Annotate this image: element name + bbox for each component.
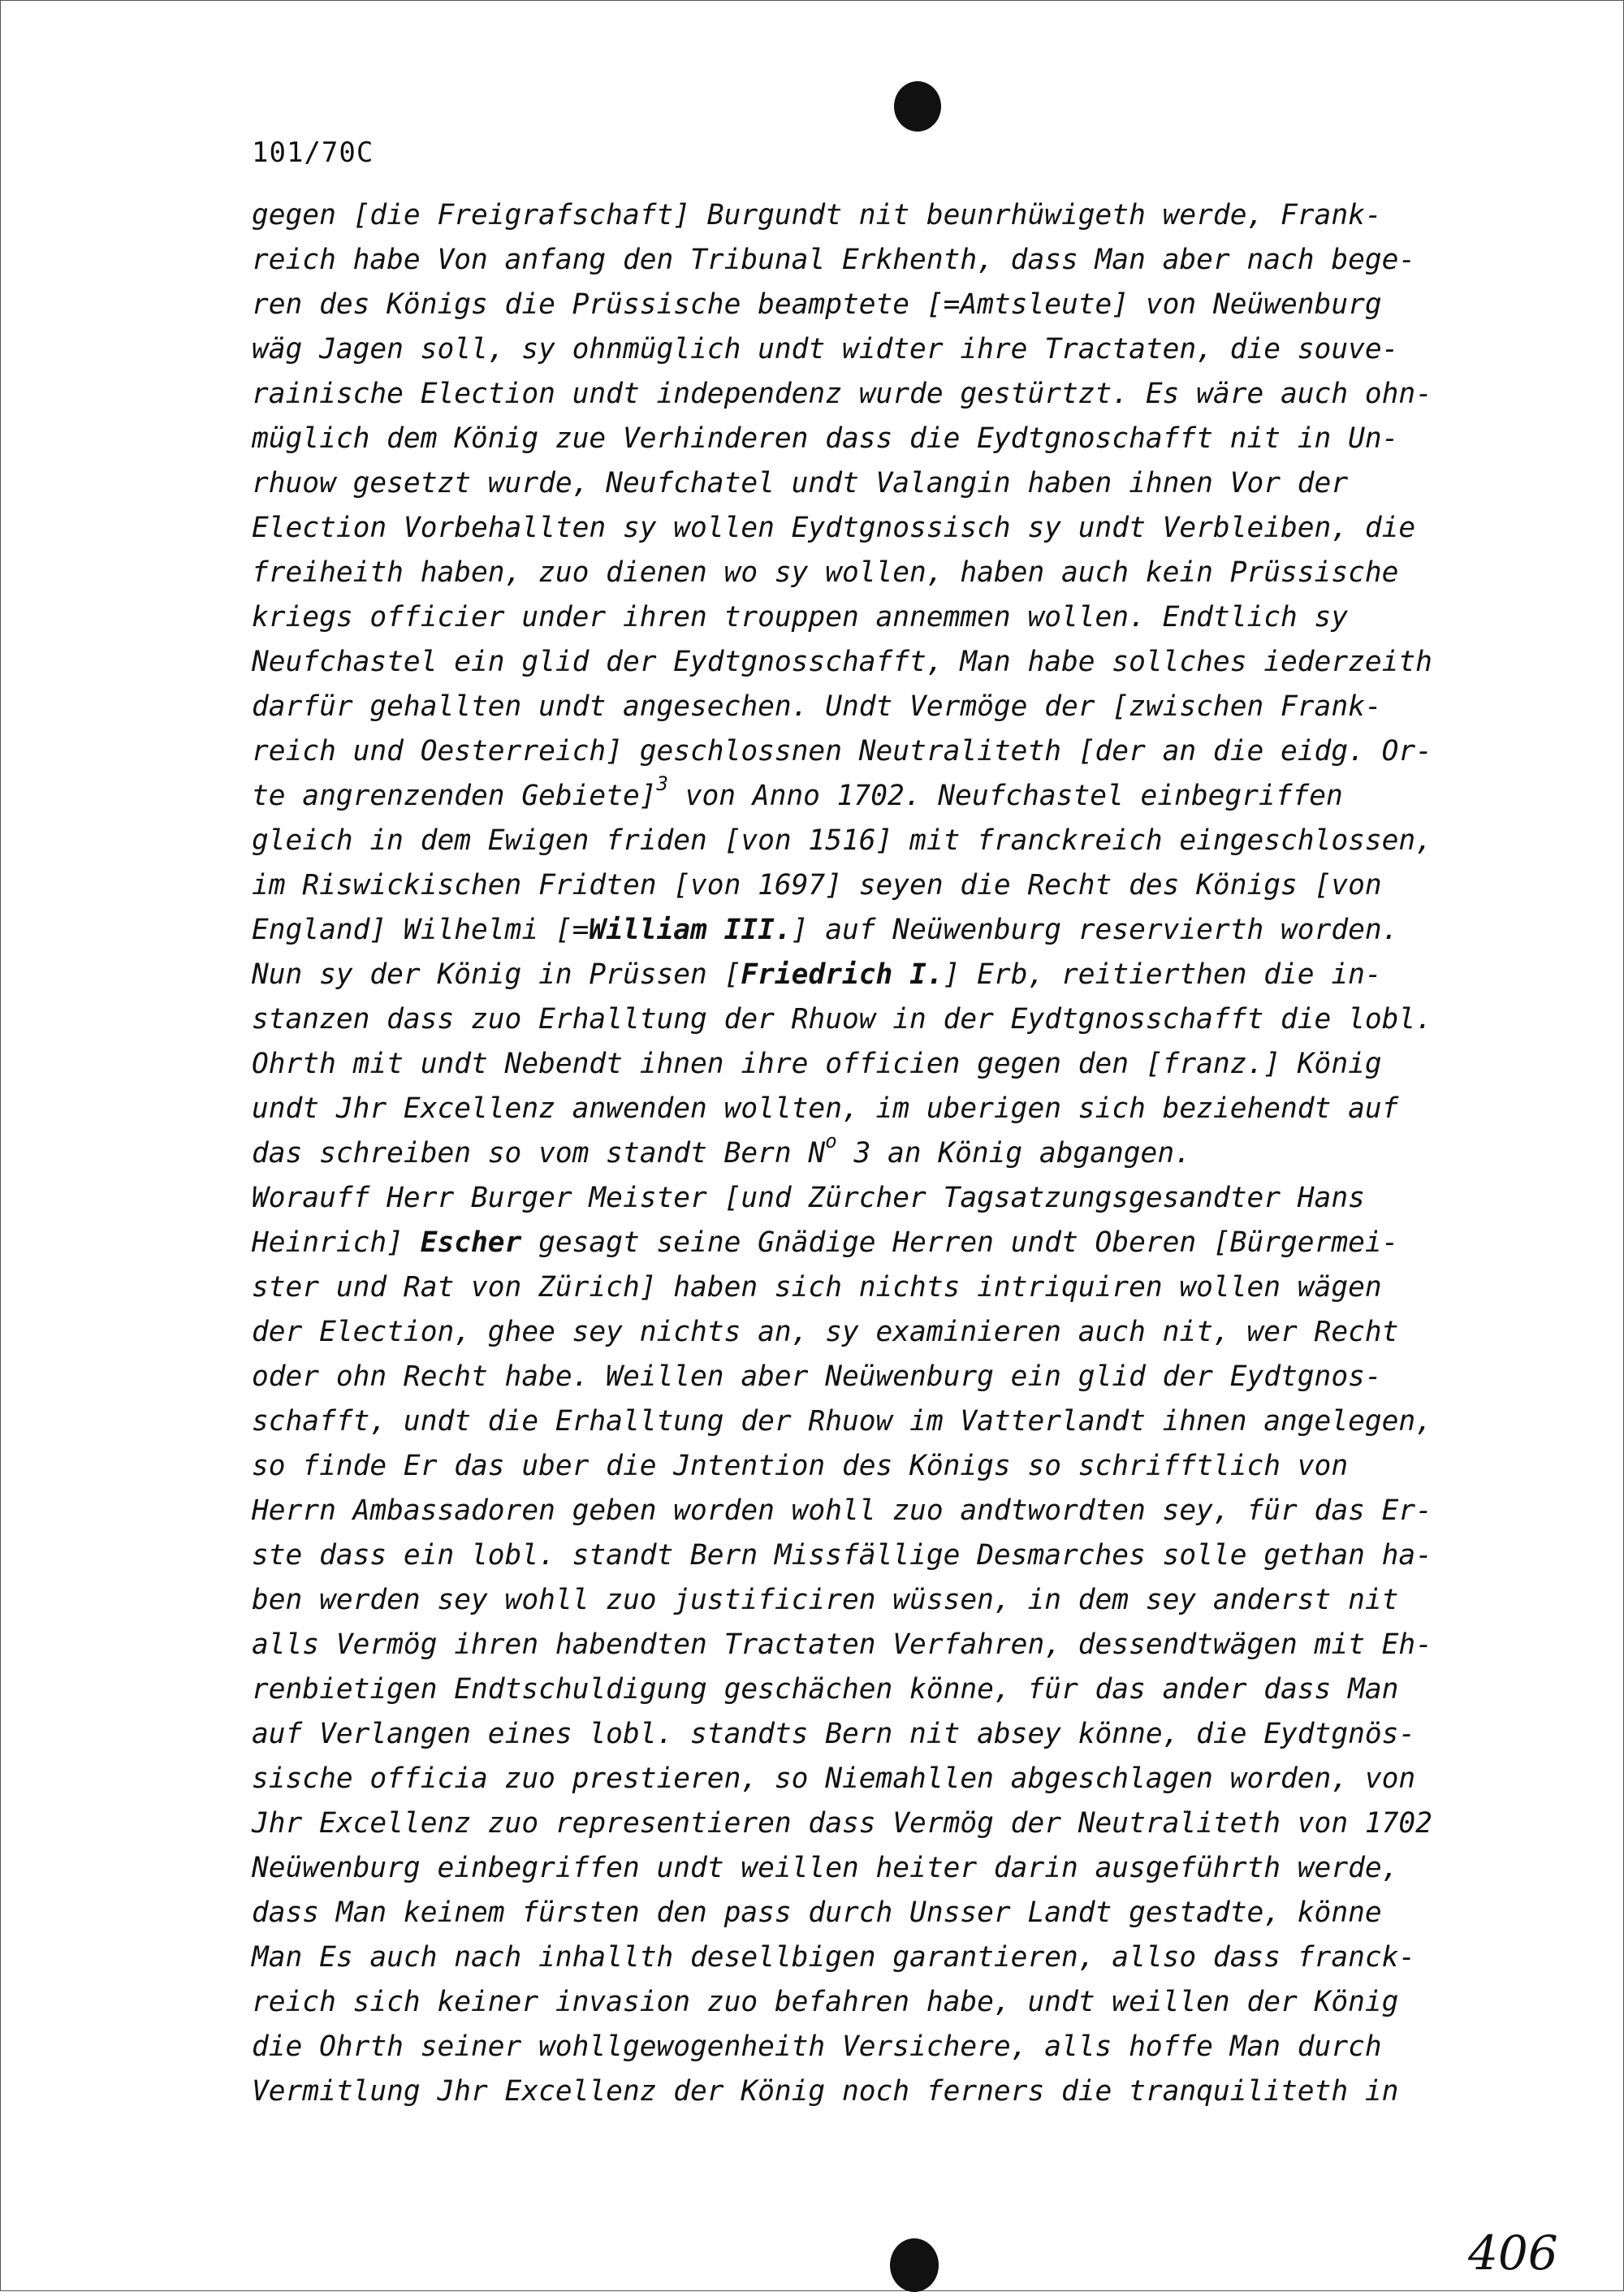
punch-hole-bottom: [890, 2238, 939, 2292]
text-line: Neüwenburg einbegriffen undt weillen heiter darin ausgeführth werde,: [252, 1852, 1399, 1884]
text-line-with-name: [252, 953, 1600, 997]
text-line: Vermitlung Jhr Excellenz der König noch ferners die tranquiliteth in: [252, 2075, 1399, 2108]
text-line: stanzen dass zuo Erhalltung der Rhuow in der Eydtgnosschafft die lobl.: [252, 1003, 1432, 1036]
text-segment: Heinrich]: [252, 1226, 421, 1259]
text-line-with-footnote: [252, 774, 1600, 819]
text-line: renbietigen Endtschuldigung geschächen könne, für das ander dass Man: [252, 1673, 1399, 1706]
text-line: ben werden sey wohll zuo justificiren wüssen, in dem sey anderst nit: [252, 1584, 1399, 1616]
text-segment: das schreiben so vom standt Bern N: [252, 1137, 826, 1170]
text-line: ster und Rat von Zürich] haben sich nichts intriquiren wollen wägen: [252, 1271, 1382, 1304]
text-line: im Riswickischen Fridten [von 1697] seyen die Recht des Königs [von: [252, 869, 1382, 902]
text-line: Man Es auch nach inhallth desellbigen garantieren, allso dass franck-: [252, 1941, 1416, 1974]
text-line: Worauff Herr Burger Meister [und Zürcher Tagsatzungsgesandter Hans: [252, 1182, 1365, 1214]
text-line: darfür gehallten undt angesechen. Undt Vermöge der [zwischen Frank-: [252, 690, 1382, 723]
bold-name: Friedrich I.: [741, 958, 944, 991]
text-line: undt Jhr Excellenz anwenden wollten, im uberigen sich beziehendt auf: [252, 1092, 1399, 1125]
text-line: kriegs officier under ihren trouppen annemmen wollen. Endtlich sy: [252, 601, 1349, 634]
text-line: alls Vermög ihren habendten Tractaten Verfahren, dessendtwägen mit Eh-: [252, 1628, 1432, 1661]
text-segment: Nun sy der König in Prüssen [: [252, 958, 741, 991]
bold-name: William III.: [589, 914, 792, 946]
text-line: die Ohrth seiner wohllgewogenheith Versichere, alls hoffe Man durch: [252, 2030, 1382, 2063]
text-line: ste dass ein lobl. standt Bern Missfällige Desmarches solle gethan ha-: [252, 1539, 1432, 1572]
text-segment: England] Wilhelmi [=: [252, 914, 590, 946]
text-line: dass Man keinem fürsten den pass durch Unsser Landt gestadte, könne: [252, 1896, 1382, 1929]
text-line: rhuow gesetzt wurde, Neufchatel undt Valangin haben ihnen Vor der: [252, 467, 1349, 499]
text-line: gegen [die Freigrafschaft] Burgundt nit beunrhüwigeth werde, Frank-: [252, 199, 1382, 231]
punch-hole-top: [894, 81, 941, 132]
text-line: reich und Oesterreich] geschlossnen Neutraliteth [der an die eidg. Or-: [252, 735, 1432, 768]
text-line: Election Vorbehallten sy wollen Eydtgnossisch sy undt Verbleiben, die: [252, 512, 1416, 544]
superscript: o: [825, 1130, 837, 1152]
text-line: wäg Jagen soll, sy ohnmüglich undt widter ihre Tractaten, die souve-: [252, 333, 1399, 365]
document-reference: 101/70C: [252, 136, 374, 169]
text-line: der Election, ghee sey nichts an, sy examinieren auch nit, wer Recht: [252, 1316, 1399, 1348]
text-line: reich sich keiner invasion zuo befahren habe, undt weillen der König: [252, 1986, 1399, 2018]
text-segment: von Anno 1702. Neufchastel einbegriffen: [667, 780, 1343, 812]
text-line: rainische Election undt independenz wurde gestürtzt. Es wäre auch ohn-: [252, 378, 1432, 410]
document-body: [252, 193, 1600, 2114]
text-segment: ] auf Neüwenburg reservierth worden.: [791, 914, 1399, 946]
text-line: müglich dem König zue Verhinderen dass die Eydtgnoschafft nit in Un-: [252, 422, 1399, 455]
text-line-with-name: [252, 908, 1600, 953]
text-line: Herrn Ambassadoren geben worden wohll zuo andtwordten sey, für das Er-: [252, 1494, 1432, 1527]
text-line: gleich in dem Ewigen friden [von 1516] mit franckreich eingeschlossen,: [252, 824, 1432, 857]
text-line: reich habe Von anfang den Tribunal Erkhenth, dass Man aber nach bege-: [252, 244, 1416, 276]
text-segment: gesagt seine Gnädige Herren undt Oberen [Bürgermei-: [521, 1226, 1399, 1259]
text-line: oder ohn Recht habe. Weillen aber Neüwenburg ein glid der Eydtgnos-: [252, 1360, 1382, 1393]
text-line-with-superscript: [252, 1131, 1600, 1176]
text-line: so finde Er das uber die Jntention des Königs so schrifftlich von: [252, 1450, 1349, 1482]
text-segment: 3 an König abgangen.: [836, 1137, 1191, 1170]
handwritten-page-number: 406: [1468, 2225, 1558, 2281]
text-line: Jhr Excellenz zuo representieren dass Vermög der Neutraliteth von 1702: [252, 1807, 1432, 1840]
text-line: Ohrth mit undt Nebendt ihnen ihre officien gegen den [franz.] König: [252, 1048, 1382, 1080]
text-line: freiheith haben, zuo dienen wo sy wollen, haben auch kein Prüssische: [252, 556, 1399, 589]
text-line: ren des Königs die Prüssische beamptete [=Amtsleute] von Neüwenburg: [252, 288, 1382, 321]
bold-name: Escher: [420, 1226, 522, 1259]
text-line: sische officia zuo prestieren, so Niemahllen abgeschlagen worden, von: [252, 1762, 1416, 1795]
text-line: auf Verlangen eines lobl. standts Bern nit absey könne, die Eydtgnös-: [252, 1718, 1416, 1750]
text-line: Neufchastel ein glid der Eydtgnosschafft, Man habe sollches iederzeith: [252, 646, 1432, 678]
text-segment: te angrenzenden Gebiete]: [252, 780, 657, 812]
text-segment: ] Erb, reitierthen die in-: [943, 958, 1382, 991]
footnote-marker: 3: [656, 772, 668, 795]
text-line-with-name: [252, 1221, 1600, 1265]
text-line: schafft, undt die Erhalltung der Rhuow im Vatterlandt ihnen angelegen,: [252, 1405, 1432, 1438]
